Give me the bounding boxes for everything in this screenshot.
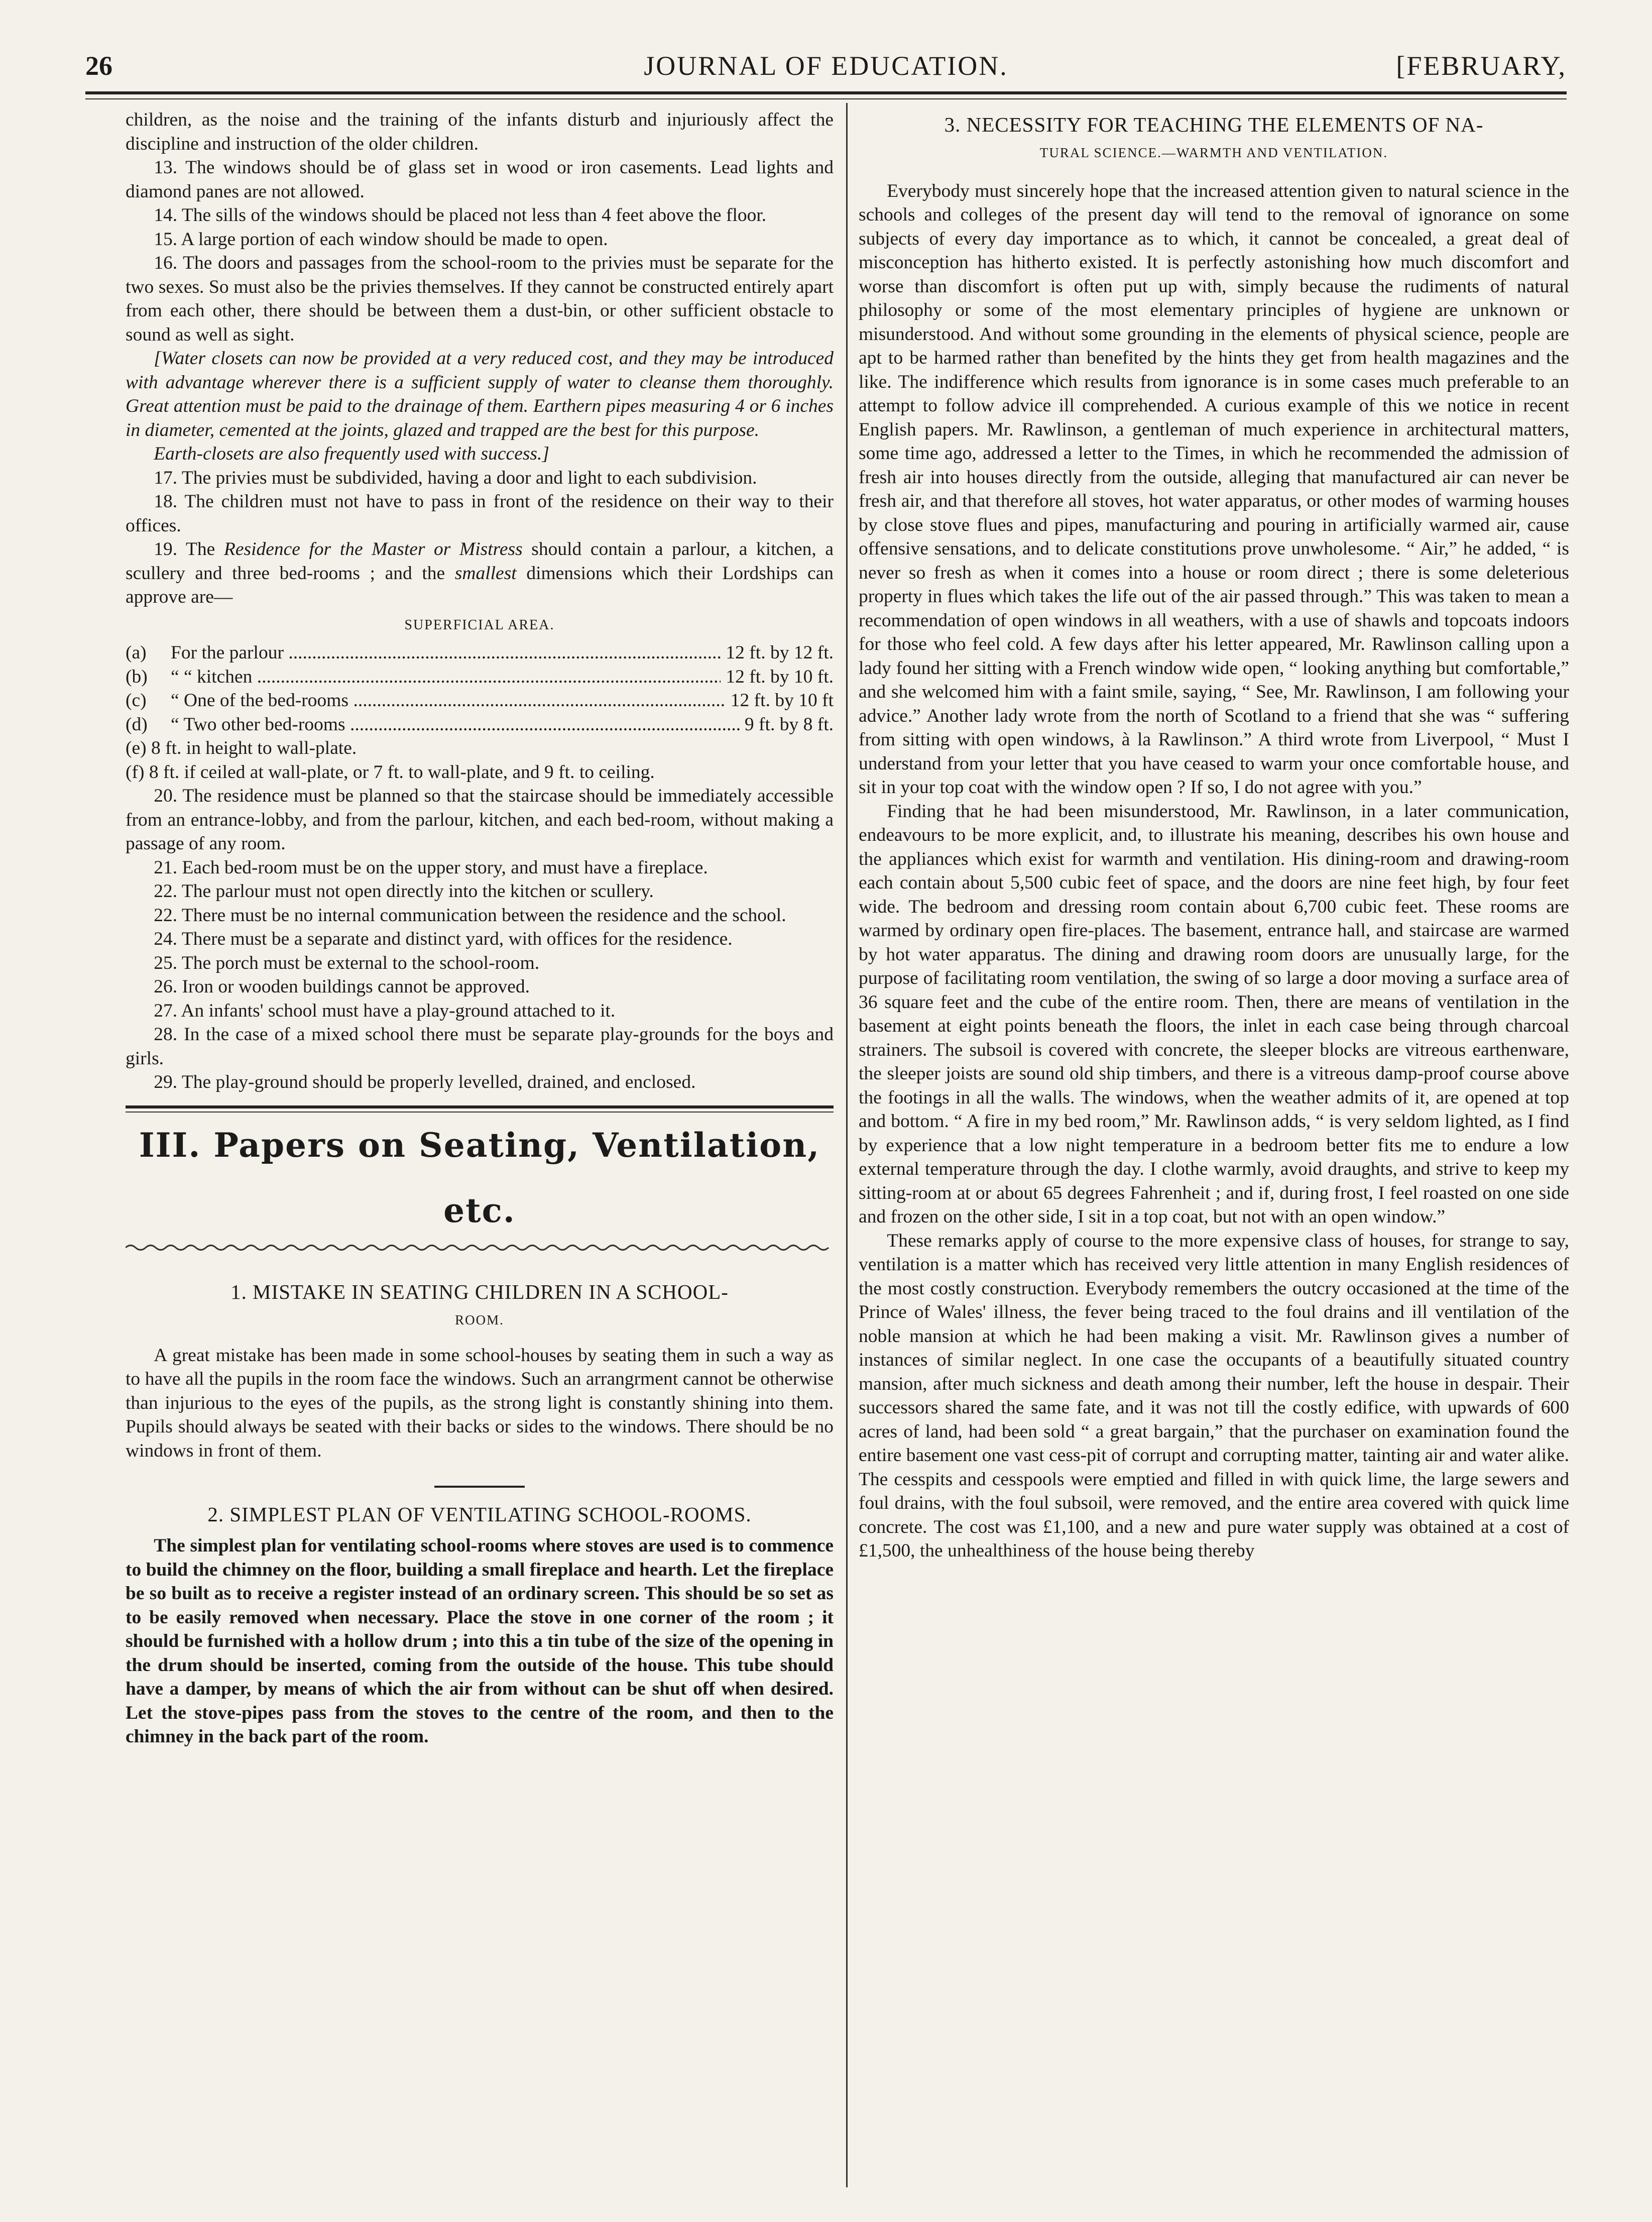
rule-19 [126,537,834,609]
area-value: 12 ft. by 10 ft [730,690,834,711]
article-separator [434,1486,525,1488]
area-row-two-bedrooms [126,713,834,737]
rule-19-residence: Residence for the Master or Mistress [223,539,523,560]
area-f: (f) 8 ft. if ceiled at wall-plate, or 7 ft. to wall-plate, and 9 ft. to ceiling. [126,761,655,783]
right-column [859,108,1569,1563]
journal-title: JOURNAL OF EDUCATION. [644,51,1008,81]
article-3-para-2: Finding that he had been misunderstood, Mr. Rawlinson, in a later communication, endeavours to be more explicit, and, to illustrate his meaning, describes his own house and the appliances which exist for warmth and ventilation. His dining-room and drawing-room each contain about 5,500 cubic feet of space, and the doors are nine feet high, by four feet wide. The bedroom and dressing room contain about 6,700 cubic feet. These rooms are warmed by ordinary open fire-places. The basement, entrance hall, and staircase are warmed by hot water apparatus. The dining and drawing room doors are unusually large, for the purpose of facilitating room ventilation, the swing of so large a door moving a surface area of 36 square feet and the cube of the entire room. Then, there are means of ventilation in the basement at eight points beneath the floors, the inlet in each case being through charcoal strainers. The subsoil is covered with concrete, the sleeper blocks are vitreous earthenware, the sleeper joists are sound old ship timbers, and there is a vitreous damp-proof course above the footings in all the walls. The windows, when the weather admits of it, are opened at top and bottom. “ A fire in my bed room,” Mr. Rawlinson adds, “ is very seldom lighted, as I find by experience that a low night temperature in a bedroom better fits me to endure a low external temperature through the day. I clothe warmly, avoid draughts, and strive to keep my sitting-room at or about 65 degrees Fahrenheit ; and if, during frost, I feel roasted on one side and frozen on the other side, I sit in a top coat, but not with an open window.” [859,801,1569,1227]
article-1-title: 1. MISTAKE IN SEATING CHILDREN IN A SCHOOL- [230,1280,729,1303]
area-room: “ Two other bed-rooms ..... [171,713,740,737]
water-closets-note: [Water closets can now be provided at a very reduced cost, and they may be introduced with advantage wherever there is a sufficient supply of water to cleanse them thoroughly. Great attention must be paid to the drainage of them. Earthern pipes measuring 4 or 6 inches in diameter, cemented at the joints, glazed and trapped are the best for this purpose. [126,348,834,440]
article-1-title-sub: ROOM. [455,1312,504,1327]
article-3-para-1: Everybody must sincerely hope that the increased attention given to natural science in the schools and colleges of the present day will tend to the removal of ignorance on some subjects of every day importance as to which, it cannot be concealed, a great deal of misconception has hitherto existed. It is perfectly astonishing how much discomfort and worse than discomfort is often put up with, simply because the rudiments of natural philosophy or some of the most elementary principles of hygiene are unknown or misunderstood. And without some grounding in the elements of physical science, people are apt to be harmed rather than benefited by the hints they get from health magazines and the like. The indifference which results from ignorance is in some cases much preferable to an attempt to follow advice ill comprehended. A curious example of this we notice in recent English papers. Mr. Rawlinson, a gentleman of much experience in architectural matters, some time ago, addressed a letter to the Times, in which he recommended the admission of fresh air into houses directly from the outside, alleging that manufactured air can never be fresh air, and that therefore all stoves, hot water apparatus, or other modes of warming houses by close stove flues and pipes, manufacturing and pouring in artificially warmed air, cause offensive sensations, and to delicate constitutions prove unwholesome. “ Air,” he added, “ is never so fresh as when it comes into a house or room direct ; there is some deleterious property in flues which takes the life out of the air passed through.” This was taken to mean a recommendation of open windows in all weathers, with a use of shawls and topcoats indoors for those who feel cold. A few days after his letter appeared, Mr. Rawlinson calling upon a lady found her sitting with a French window wide open, “ looking anything but comfortable,” and she welcomed him with a faint smile, saying, “ See, Mr. Rawlinson, I am following your advice.” Another lady wrote from the north of Scotland to a friend that she was “ suffering from sitting with open windows, à la Rawlinson.” A third wrote from Liverpool, “ Must I understand from your letter that you have ceased to warm your once comfortable house, and sit in your top coat with the window open ? If so, I do not agree with you.” [859,180,1569,798]
header-rule-thin [85,98,1567,99]
rule-19-text-a: 19. The [154,539,224,560]
rule-22: 22. The parlour must not open directly into the kitchen or scullery. [154,881,654,902]
page-header [85,50,1567,85]
rule-28: 28. In the case of a mixed school there must be separate play-grounds for the boys and girls. [126,1024,834,1069]
section-rule [126,1105,834,1108]
article-3-title-sub: TURAL SCIENCE.—WARMTH AND VENTILATION. [1039,145,1388,160]
area-value: 12 ft. by 10 ft. [726,666,834,687]
rule-13: 13. The windows should be of glass set in wood or iron casements. Lead lights and diamond panes are not allowed. [126,157,834,202]
rule-24: 24. There must be a separate and distinct yard, with offices for the residence. [154,929,733,949]
left-column [126,108,834,1749]
area-row-bedroom [126,689,834,713]
article-2-body: The simplest plan for ventilating school-rooms where stoves are used is to commence to build the chimney on the floor, building a small fireplace and hearth. Let the fireplace be so built as to receive a register instead of an ordinary screen. This should be so set as to be easily removed when necessary. Place the stove in one corner of the room ; it should be furnished with a hollow drum ; into this a tin tube of the size of the opening in the drum should be inserted, coming from the outside of the house. This tube should have a damper, by means of which the air from without can be shut off when desired. Let the stove-pipes pass from the stoves to the centre of the room, and then to the chimney in the back part of the room. [126,1535,834,1747]
header-rule [85,91,1567,94]
article-3-para-3: These remarks apply of course to the more expensive class of houses, for strange to say, ventilation is a matter which has received very little attention in many English residences of the most costly construction. Everybody remembers the outcry occasioned at the time of the Prince of Wales' illness, the fever being traced to the foul drains and ill ventilation of the noble mansion at which he had been making a visit. Mr. Rawlinson gives a number of instances of similar neglect. In one case the occupants of a beautifully situated country mansion, after much sickness and death among their number, left the house in despair. Their successors shared the same fate, and it was not till the costly edifice, with upwards of 600 acres of land, had been sold “ a great bargain,” that the purchaser on examination found the entire basement one vast cess-pit of corrupt and corrupting matter, tainting air and water alike. The cesspits and cesspools were emptied and filled in with quick lime, the large sewers and foul drains, with the foul subsoil, were removed, and the entire area covered with quick lime concrete. The cost was £1,100, and a new and pure water supply was obtained at a cost of £1,500, the unhealthiness of the house being thereby [859,1230,1569,1561]
rule-29: 29. The play-ground should be properly levelled, drained, and enclosed. [154,1072,696,1092]
rule-19-text-c: dimensions which their Lordships can approve are— [126,563,834,607]
area-label: (a) [126,642,147,663]
rule-26: 26. Iron or wooden buildings cannot be approved. [154,976,530,997]
area-value: 9 ft. by 8 ft. [744,714,834,735]
column-divider [846,103,848,2187]
rule-25: 25. The porch must be external to the school-room. [154,952,540,973]
area-label: (c) [126,690,147,711]
area-value: 12 ft. by 12 ft. [726,642,834,663]
rule-20: 20. The residence must be planned so that the staircase should be immediately accessible from an entrance-lobby, and from the parlour, kitchen, and each bed-room, without making a passage of any room. [126,786,834,854]
area-label: (d) [126,714,148,735]
area-room: “ One of the bed-rooms ..... [171,689,726,713]
superficial-area-heading: SUPERFICIAL AREA. [404,617,555,633]
rule-18: 18. The children must not have to pass in front of the residence on their way to their offices. [126,491,834,536]
rule-15: 15. A large portion of each window should be made to open. [154,229,608,250]
area-row-kitchen [126,665,834,689]
wavy-divider [126,1243,834,1252]
area-room: “ “ kitchen ..... [171,665,721,689]
rule-14: 14. The sills of the windows should be placed not less than 4 feet above the floor. [154,205,767,226]
area-row-parlour [126,641,834,665]
earth-closets-note: Earth-closets are also frequently used with success.] [154,443,549,464]
article-3-title: 3. NECESSITY FOR TEACHING THE ELEMENTS OF NA- [944,113,1484,136]
rule-17: 17. The privies must be subdivided, having a door and light to each subdivision. [154,467,757,488]
rule-19-text-b: should contain a parlour, a kitchen, a scullery and three bed-rooms ; and the [126,539,834,584]
article-1-body: A great mistake has been made in some school-houses by seating them in such a way as to have all the pupils in the room face the windows. Such an arrangrment cannot be otherwise than injurious to the eyes of the pupils, as the strong light is constantly shining into them. Pupils should always be seated with their backs or sides to the windows. There should be no windows in front of them. [126,1345,834,1461]
article-2-title: 2. SIMPLEST PLAN OF VENTILATING SCHOOL-ROOMS. [207,1503,752,1526]
issue-month: [FEBRUARY, [1396,51,1567,81]
area-e: (e) 8 ft. in height to wall-plate. [126,738,357,758]
rule-19-smallest: smallest [454,563,517,584]
area-room: For the parlour ..... [171,641,721,665]
section-title: III. Papers on Seating, Ventilation, etc. [139,1125,820,1230]
rule-21: 21. Each bed-room must be on the upper story, and must have a fireplace. [154,857,708,878]
intro-paragraph: children, as the noise and the training of the infants disturb and injuriously affect the discipline and instruction of the older children. [126,109,834,154]
page-number: 26 [85,51,112,81]
rule-23: 22. There must be no internal communication between the residence and the school. [154,905,786,926]
rule-27: 27. An infants' school must have a play-ground attached to it. [154,1000,616,1021]
rule-16: 16. The doors and passages from the school-room to the privies must be separate for the two sexes. So must also be the privies themselves. If they cannot be constructed entirely apart from each other, there should be between them a dust-bin, or other sufficient obstacle to sound as well as sight. [126,253,834,345]
area-label: (b) [126,666,148,687]
